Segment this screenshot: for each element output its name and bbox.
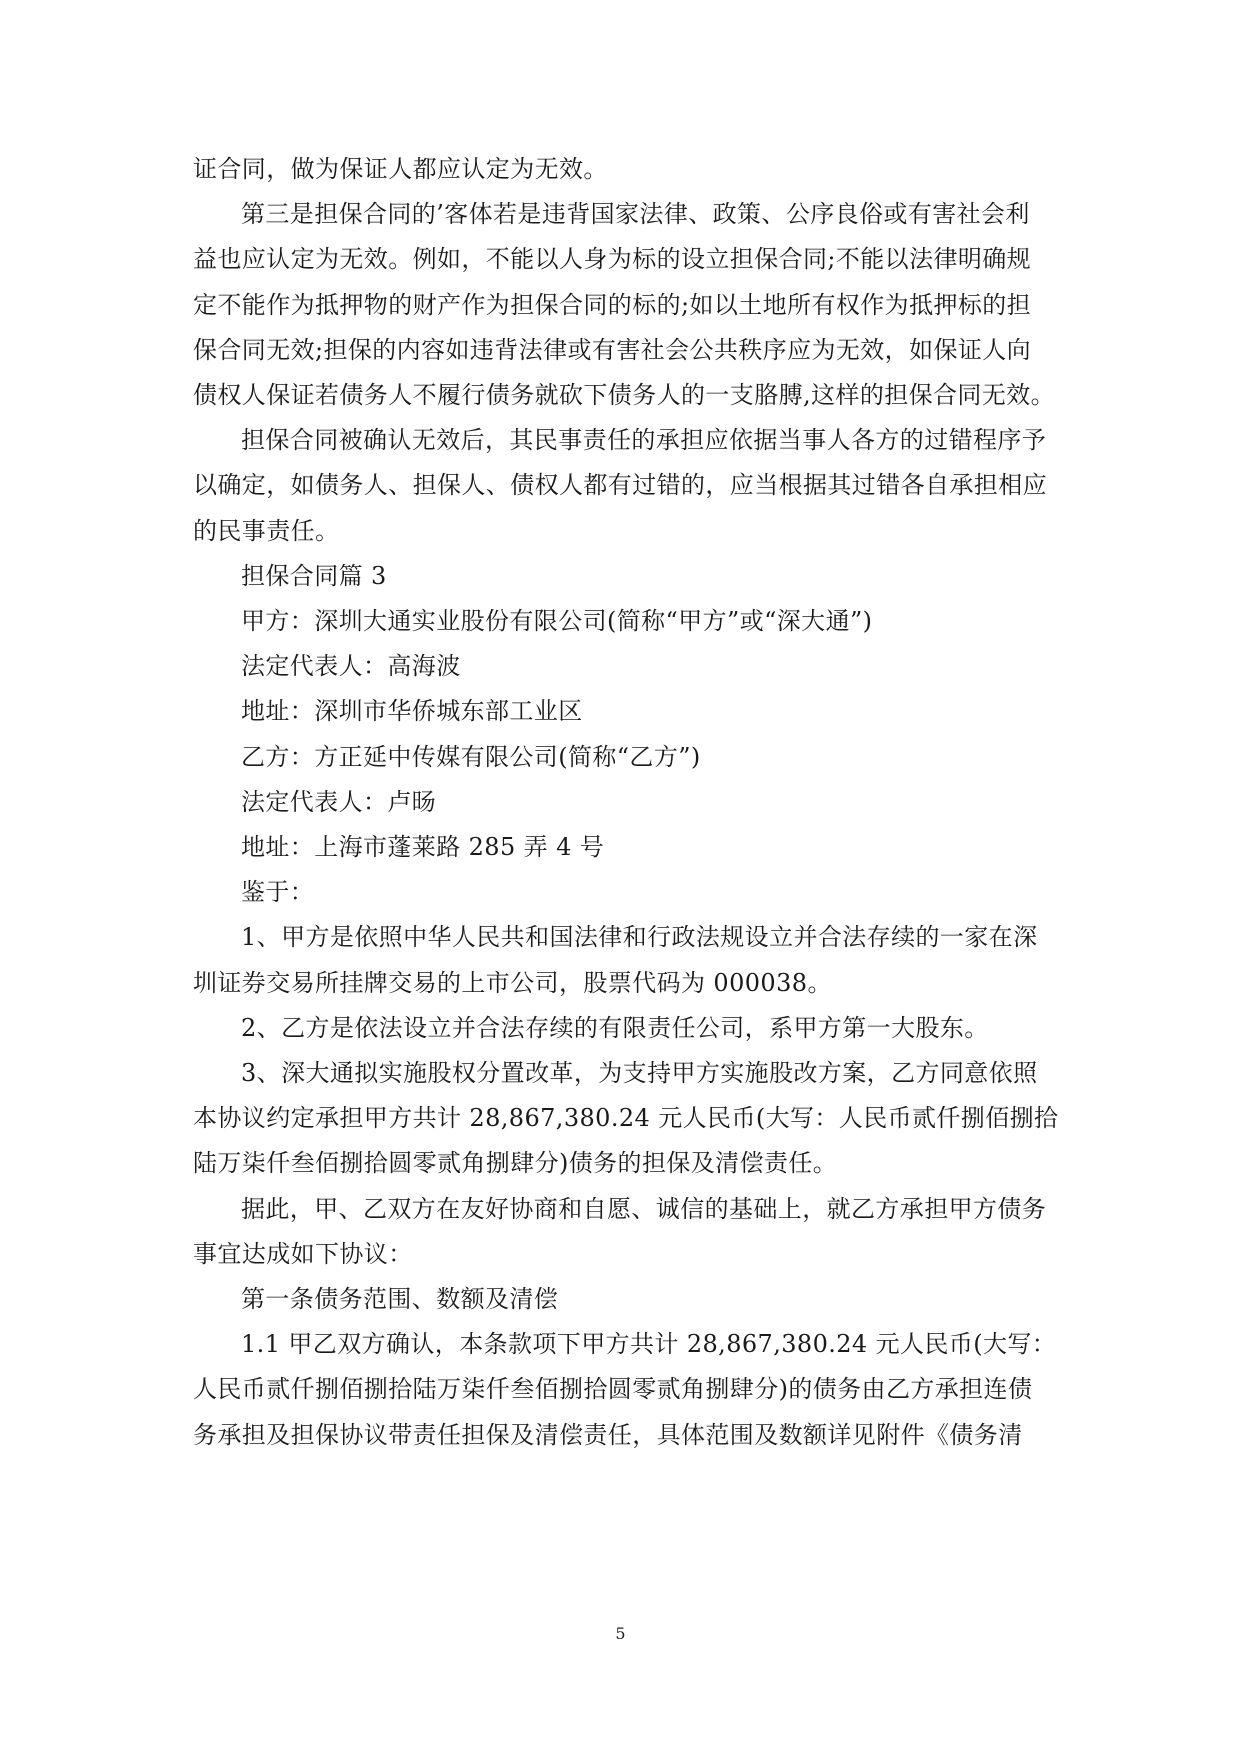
page-number: 5 — [615, 1624, 626, 1643]
text-line: 第一条债务范围、数额及清偿 — [241, 1285, 559, 1313]
text-line: 甲方：深圳大通实业股份有限公司(简称“甲方”或“深大通”) — [241, 607, 873, 635]
text-line: 事宜达成如下协议： — [193, 1240, 413, 1268]
text-line: 鉴于： — [241, 878, 315, 906]
text-line: 本协议约定承担甲方共计 28,867,380.24 元人民币(大写：人民币贰仟捌佰捌拾 — [193, 1104, 1059, 1132]
text-line: 3、深大通拟实施股权分置改革，为支持甲方实施股改方案，乙方同意依照 — [241, 1059, 1038, 1087]
text-line: 保合同无效;担保的内容如违背法律或有害社会公共秩序应为无效，如保证人向 — [193, 336, 1032, 364]
text-line: 益也应认定为无效。例如，不能以人身为标的设立担保合同;不能以法律明确规 — [193, 245, 1032, 273]
text-line: 的民事责任。 — [193, 517, 340, 545]
text-line: 担保合同篇 3 — [241, 562, 387, 590]
text-line: 陆万柒仟叁佰捌拾圆零贰角捌肆分)债务的担保及清偿责任。 — [193, 1149, 838, 1177]
text-line: 以确定，如债务人、担保人、债权人都有过错的，应当根据其过错各自承担相应 — [193, 471, 1047, 499]
text-line: 地址：深圳市华侨城东部工业区 — [241, 697, 583, 725]
text-line: 务承担及担保协议带责任担保及清偿责任，具体范围及数额详见附件《债务清 — [193, 1421, 1023, 1449]
text-line: 担保合同被确认无效后，其民事责任的承担应依据当事人各方的过错程序予 — [241, 426, 1047, 454]
text-line: 据此，甲、乙双方在友好协商和自愿、诚信的基础上，就乙方承担甲方债务 — [241, 1195, 1047, 1223]
text-line: 债权人保证若债务人不履行债务就砍下债务人的一支胳膊,这样的担保合同无效。 — [193, 381, 1056, 409]
text-line: 地址：上海市蓬莱路 285 弄 4 号 — [241, 833, 605, 861]
text-line: 法定代表人：卢旸 — [241, 788, 437, 816]
text-line: 1、甲方是依照中华人民共和国法律和行政法规设立并合法存续的一家在深 — [241, 923, 1038, 951]
text-line: 证合同，做为保证人都应认定为无效。 — [193, 155, 608, 183]
text-line: 人民币贰仟捌佰捌拾陆万柒仟叁佰捌拾圆零贰角捌肆分)的债务由乙方承担连债 — [193, 1375, 1033, 1403]
text-line: 2、乙方是依法设立并合法存续的有限责任公司，系甲方第一大股东。 — [241, 1014, 989, 1042]
text-line: 第三是担保合同的’客体若是违背国家法律、政策、公序良俗或有害社会利 — [241, 200, 1030, 228]
text-line: 圳证券交易所挂牌交易的上市公司，股票代码为 000038。 — [193, 969, 832, 997]
text-line: 法定代表人：高海波 — [241, 652, 461, 680]
text-line: 1.1 甲乙双方确认，本条款项下甲方共计 28,867,380.24 元人民币(大写： — [241, 1330, 1057, 1358]
text-line: 定不能作为抵押物的财产作为担保合同的标的;如以土地所有权作为抵押标的担 — [193, 291, 1032, 319]
text-line: 乙方：方正延中传媒有限公司(简称“乙方”) — [241, 743, 701, 771]
